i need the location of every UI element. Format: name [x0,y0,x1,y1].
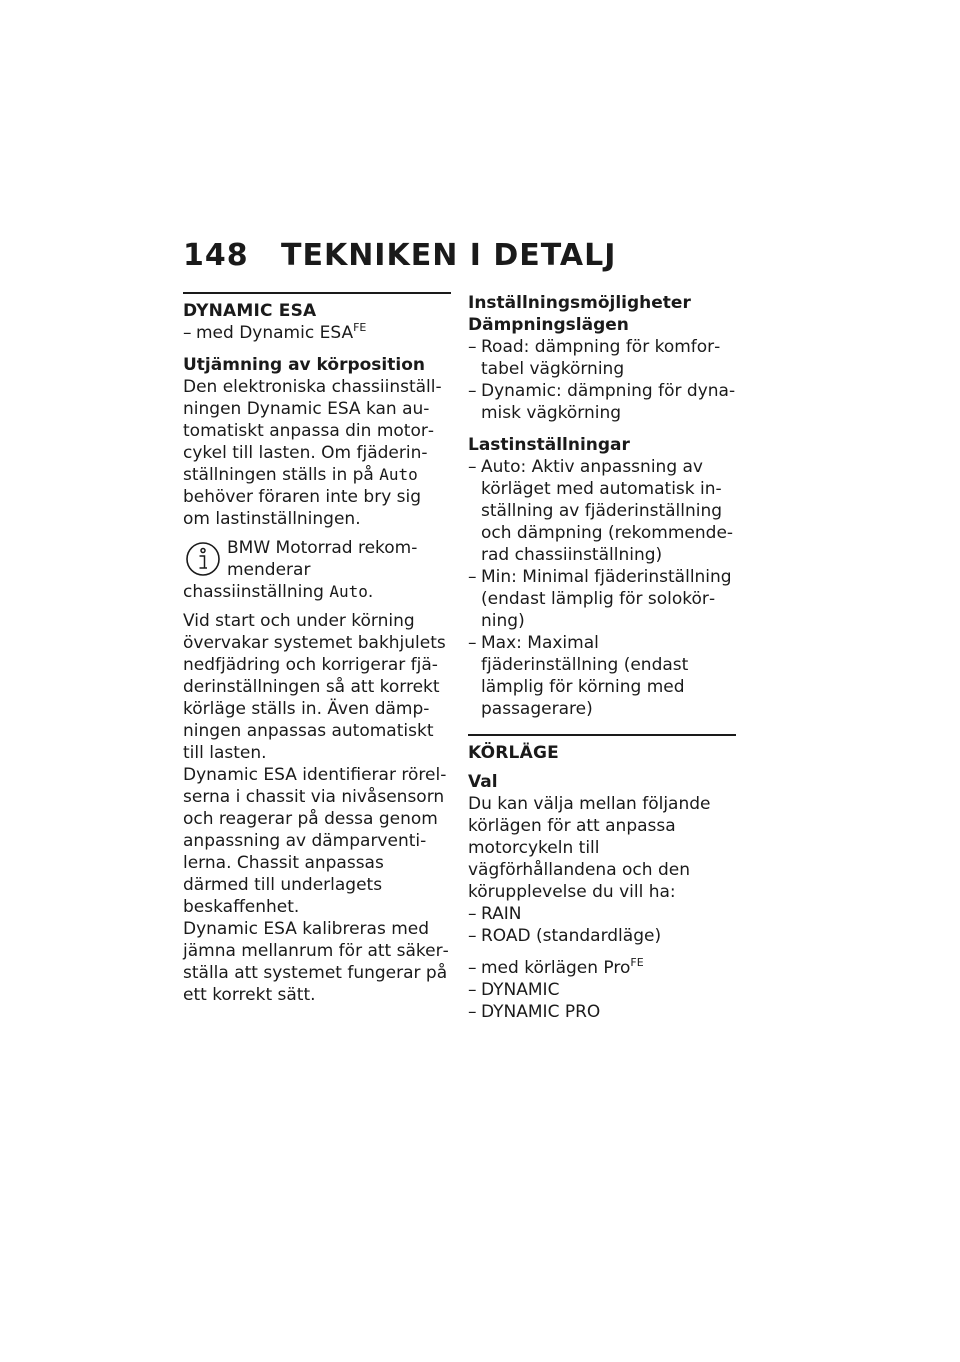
paragraph-identification: Dynamic ESA identifierar rörelserna i chassit via nivåsensorn och reagerar på dessa genom anpassning av dämparventilerna. Chassit anpassas därmed till underlagets beskaffenhet. [183,765,447,917]
subhead-load: Lastinställningar [468,435,630,455]
paragraph-modes: Du kan välja mellan följande körlägen för att anpassa motorcykeln till vägförhållandena och den körupplevelse du vill ha: [468,794,711,902]
section-title-korlage: KÖRLÄGE [468,743,559,763]
page-number: 148 [183,238,249,273]
list-item: – Auto: Aktiv anpassning av körläget med automatisk inställning av fjäderinställning och dämpning (rekommenderad chassiinställning) [468,456,736,566]
chapter-title: TEKNIKEN I DETALJ [281,238,617,273]
section-divider [468,734,736,736]
list-item: – DYNAMIC PRO [468,1001,736,1023]
pro-availability [468,957,736,979]
list-item: – DYNAMIC [468,979,736,1001]
subhead-settings: Inställningsmöjligheter [468,293,691,313]
list-item: – Max: Maximal fjäderinställning (endast lämplig för körning med passagerare) [468,632,736,720]
note-text: BMW Motorrad rekommenderar chassiinställning [183,538,418,602]
paragraph-monitoring: Vid start och under körning övervakar systemet bakhjulets nedfjädring och korrigerar fjäderinställningen så att korrekt körläge ställs in. Även dämpningen anpassas automatiskt till lasten. [183,611,446,763]
section-title-dynamic-esa: DYNAMIC ESA [183,301,317,321]
subhead-damping: Dämpningslägen [468,315,629,335]
info-note [183,537,451,603]
code-auto: Auto [379,465,418,484]
left-column [183,292,451,1006]
paragraph-calibration: Dynamic ESA kalibreras med jämna mellanrum för att säkerställa att systemet fungerar på ett korrekt sätt. [183,919,449,1005]
note-end: . [367,582,374,602]
info-icon [183,537,223,581]
list-item: – RAIN [468,903,736,925]
page-header [183,238,616,273]
option-prefix: med Dynamic ESA [196,323,354,343]
subhead-leveling: Utjämning av körposition [183,355,425,375]
list-item: – Min: Minimal fjäderinställning (endast lämplig för solokörning) [468,566,736,632]
note-code-auto: Auto [329,582,368,601]
paragraph-intro-b: behöver föraren inte bry sig om lastinställningen. [183,487,422,529]
option-sup: FE [353,321,367,334]
subhead-val: Val [468,772,498,792]
section-divider [183,292,451,294]
pro-sup: FE [630,956,644,969]
list-item: – ROAD (standardläge) [468,925,736,947]
list-item: – Dynamic: dämpning för dynamisk vägkörning [468,380,736,424]
paragraph-intro [183,376,451,530]
list-item: – Road: dämpning för komfortabel vägkörning [468,336,736,380]
option-availability [183,322,451,344]
right-column [468,292,736,1023]
pro-prefix: med körlägen Pro [481,958,631,978]
paragraph-intro-a: Den elektroniska chassiinställningen Dynamic ESA kan automatiskt anpassa din motorcykel till lasten. Om fjäderinställningen ställs in på [183,377,442,485]
